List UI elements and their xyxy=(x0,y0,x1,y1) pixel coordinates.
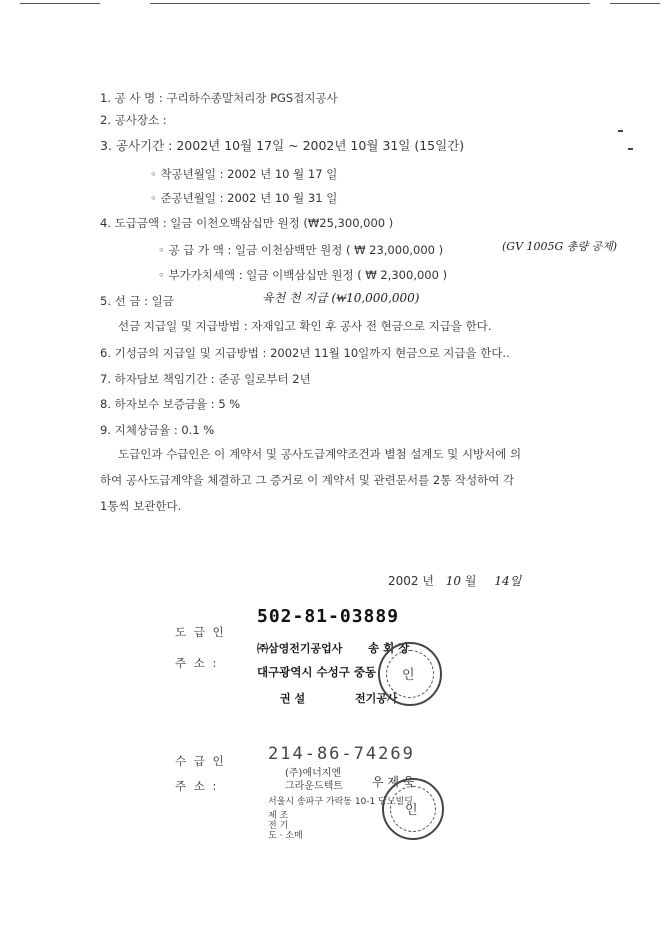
subcontractor-label: 수 급 인 xyxy=(175,754,226,768)
contractor-company-seal xyxy=(378,642,442,706)
subcontractor-business-1: 제 조 xyxy=(268,811,289,821)
subcontractor-company-seal xyxy=(382,778,444,840)
subcontractor-company-line-2: 그라운드텍트 xyxy=(285,781,343,792)
item-5-advance: 5. 선 금 : 일금 xyxy=(100,294,174,308)
agreement-line-3: 1통씩 보관한다. xyxy=(100,499,182,513)
date-month: 10 xyxy=(445,574,462,588)
scan-mark xyxy=(628,148,633,150)
item-4-supply-value: ◦ 공 급 가 액 : 일금 이천삼백만 원정 ( ₩ 23,000,000 ) xyxy=(158,243,444,257)
subcontractor-seal-mark: 인 xyxy=(405,803,418,818)
item-3-start-date: ◦ 착공년월일 : 2002 년 10 월 17 일 xyxy=(150,167,338,181)
date-day: 14일 xyxy=(494,574,522,588)
item-4-handwritten-note: (GV 1005G 총량 공제) xyxy=(502,240,618,253)
item-1-project-name: 1. 공 사 명 : 구리하수종말처리장 PGS접지공사 xyxy=(100,91,338,105)
item-5-handwritten-amount: 육천 천 지급 (₩10,000,000) xyxy=(262,291,420,305)
agreement-line-1: 도급인과 수급인은 이 계약서 및 공사도급계약조건과 별첨 설계도 및 시방서에 의 xyxy=(118,447,522,461)
date-month-unit: 월 xyxy=(464,574,477,588)
item-3-period: 3. 공사기간 : 2002년 10월 17일 ~ 2002년 10월 31일 (15일간) xyxy=(100,138,465,153)
contractor-ceo: 송 회 장 xyxy=(368,641,410,655)
contractor-business-type: 권 설 xyxy=(280,692,306,705)
subcontractor-business-3: 도 · 소매 xyxy=(268,831,303,841)
item-7-warranty-period: 7. 하자담보 책임기간 : 준공 일로부터 2년 xyxy=(100,372,311,386)
item-8-warranty-deposit: 8. 하자보수 보증금율 : 5 % xyxy=(100,397,241,411)
scan-line xyxy=(150,3,590,4)
item-4-contract-amount: 4. 도급금액 : 일금 이천오백삼십만 원정 (₩25,300,000 ) xyxy=(100,216,394,230)
date-year: 2002 년 xyxy=(388,574,434,588)
item-6-progress-payment: 6. 기성금의 지급일 및 지급방법 : 2002년 11월 10일까지 현금으로 지급을 한다.. xyxy=(100,346,510,360)
subcontractor-company: (주)에너지엔 xyxy=(285,768,342,779)
contractor-address: 대구광역시 수성구 중동 xyxy=(257,665,377,679)
item-2-location: 2. 공사장소 : xyxy=(100,113,167,127)
item-9-delay-penalty: 9. 지체상금율 : 0.1 % xyxy=(100,423,215,437)
subcontractor-address: 서울시 송파구 가락동 10-1 당노빌딩 xyxy=(268,797,413,807)
contractor-company: ㈜삼영전기공업사 xyxy=(257,642,343,655)
subcontractor-registration-number: 214-86-74269 xyxy=(268,744,415,764)
scan-line xyxy=(610,3,660,4)
contract-date xyxy=(388,572,521,589)
item-3-end-date: ◦ 준공년월일 : 2002 년 10 월 31 일 xyxy=(150,191,338,205)
subcontractor-business-2: 전 기 xyxy=(268,821,289,831)
agreement-line-2: 하여 공사도급계약을 체결하고 그 증거로 이 계약서 및 관련문서를 2통 작성하여 각 xyxy=(100,473,515,487)
contractor-registration-number: 502-81-03889 xyxy=(257,606,400,627)
item-5-payment-method: 선금 지급일 및 지급방법 : 자재입고 확인 후 공사 전 현금으로 지급을 한다. xyxy=(118,319,492,333)
contractor-address-label: 주 소 : xyxy=(175,656,219,670)
contractor-business-item: 전기공사 xyxy=(355,692,398,705)
contractor-seal-mark: 인 xyxy=(402,668,415,683)
scan-line xyxy=(20,3,100,4)
item-4-vat: ◦ 부가가치세액 : 일금 이백삼십만 원정 ( ₩ 2,300,000 ) xyxy=(158,268,448,282)
scan-mark xyxy=(618,130,623,132)
subcontractor-address-label: 주 소 : xyxy=(175,779,219,793)
subcontractor-ceo: 우 제 욱 xyxy=(372,775,415,789)
contractor-label: 도 급 인 xyxy=(175,625,226,639)
